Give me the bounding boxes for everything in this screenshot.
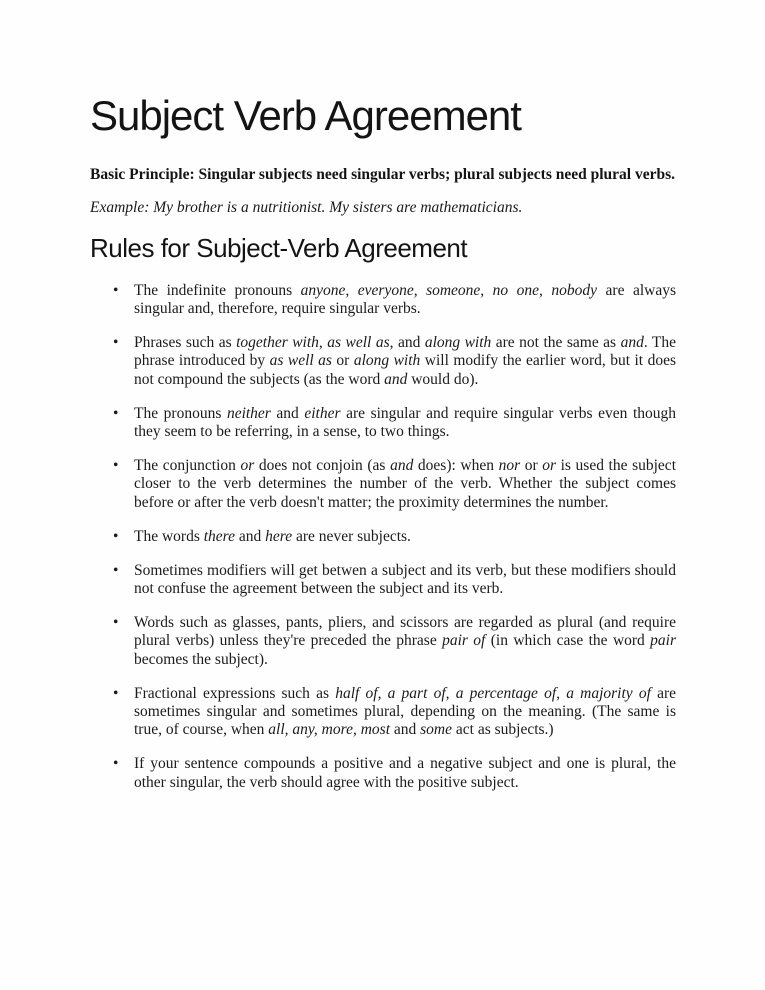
text-segment: or bbox=[520, 457, 543, 475]
list-item bbox=[134, 562, 676, 599]
rules-heading: Rules for Subject-Verb Agreement bbox=[90, 233, 468, 264]
text-segment: Sometimes modifiers will get betwen a subject and its verb, but these modifiers should not confuse the agreement between the subject and its verb. bbox=[134, 561, 676, 598]
italic-text-segment: and bbox=[390, 457, 414, 475]
text-segment: If your sentence compounds a positive and a negative subject and one is plural, the other singular, the verb should agree with the positive subject. bbox=[134, 755, 676, 791]
example-sentence: Example: My brother is a nutritionist. My sisters are mathematicians. bbox=[90, 198, 523, 216]
text-segment: The words bbox=[134, 527, 204, 545]
text-segment: The conjunction bbox=[134, 457, 241, 475]
text-segment: is used the subject closer to the verb determines the number of the verb. Whether the subject comes before or after the verb doesn't matter; the proximity determines the number. bbox=[134, 457, 676, 511]
italic-text-segment: as well as bbox=[269, 352, 332, 370]
list-item bbox=[134, 282, 676, 319]
text-segment: are never subjects. bbox=[292, 527, 411, 545]
text-segment: The indefinite pronouns bbox=[134, 281, 301, 299]
text-segment: act as subjects.) bbox=[452, 721, 554, 739]
italic-text-segment: or bbox=[542, 457, 557, 475]
text-segment: The pronouns bbox=[134, 404, 227, 422]
italic-text-segment: pair of bbox=[442, 632, 486, 650]
text-segment: does not conjoin (as bbox=[254, 457, 391, 475]
italic-text-segment: and bbox=[620, 333, 644, 351]
text-segment: and bbox=[235, 527, 266, 545]
text-segment: Phrases such as bbox=[134, 333, 237, 351]
list-item bbox=[134, 457, 676, 512]
italic-text-segment: together with, as well as bbox=[236, 333, 390, 351]
list-item bbox=[134, 755, 676, 792]
italic-text-segment: neither bbox=[226, 404, 271, 422]
text-segment: or bbox=[331, 352, 354, 370]
text-segment: and bbox=[270, 404, 305, 422]
text-segment: will modify the earlier word, but it does not compound the subjects (as the word bbox=[134, 352, 676, 388]
italic-text-segment: anyone, everyone, someone, no one, nobody bbox=[300, 281, 598, 299]
italic-text-segment: all, any, more, most bbox=[268, 721, 390, 739]
italic-text-segment: and bbox=[384, 370, 408, 388]
text-segment: . The phrase introduced by bbox=[134, 333, 676, 370]
italic-text-segment: along with bbox=[353, 352, 421, 370]
text-segment: would do). bbox=[407, 370, 479, 388]
text-segment: (in which case the word bbox=[485, 632, 651, 650]
text-segment: Fractional expressions such as bbox=[134, 684, 336, 702]
text-segment: are singular and require singular verbs even though they seem to be referring, in a sense, to two things. bbox=[134, 404, 676, 441]
italic-text-segment: here bbox=[265, 527, 293, 545]
list-item bbox=[134, 405, 676, 442]
text-segment: are sometimes singular and sometimes plural, depending on the meaning. (The same is true, of course, when bbox=[134, 684, 676, 739]
page-title: Subject Verb Agreement bbox=[90, 92, 521, 139]
rules-list bbox=[90, 282, 676, 793]
italic-text-segment: there bbox=[203, 527, 236, 545]
italic-text-segment: nor bbox=[498, 457, 521, 475]
list-item bbox=[134, 528, 676, 546]
text-segment: becomes the subject). bbox=[134, 650, 268, 668]
text-segment: , and bbox=[389, 333, 425, 351]
list-item bbox=[134, 614, 676, 669]
text-segment: Words such as glasses, pants, pliers, and scissors are regarded as plural (and require plural verbs) unless they're preceded the phrase bbox=[134, 613, 676, 650]
italic-text-segment: along with bbox=[424, 333, 492, 351]
text-segment: are not the same as bbox=[491, 333, 621, 351]
basic-principle-text: Basic Principle: Singular subjects need singular verbs; plural subjects need plural verbs. bbox=[90, 166, 676, 184]
text-segment: are always singular and, therefore, require singular verbs. bbox=[134, 281, 676, 318]
text-segment: and bbox=[390, 721, 421, 739]
italic-text-segment: some bbox=[420, 721, 452, 739]
list-item bbox=[134, 685, 676, 740]
text-segment: does): when bbox=[413, 457, 499, 475]
italic-text-segment: either bbox=[304, 404, 341, 422]
list-item bbox=[134, 334, 676, 389]
italic-text-segment: pair bbox=[650, 632, 677, 650]
italic-text-segment: half of, a part of, a percentage of, a majority of bbox=[335, 684, 651, 702]
italic-text-segment: or bbox=[240, 457, 255, 475]
